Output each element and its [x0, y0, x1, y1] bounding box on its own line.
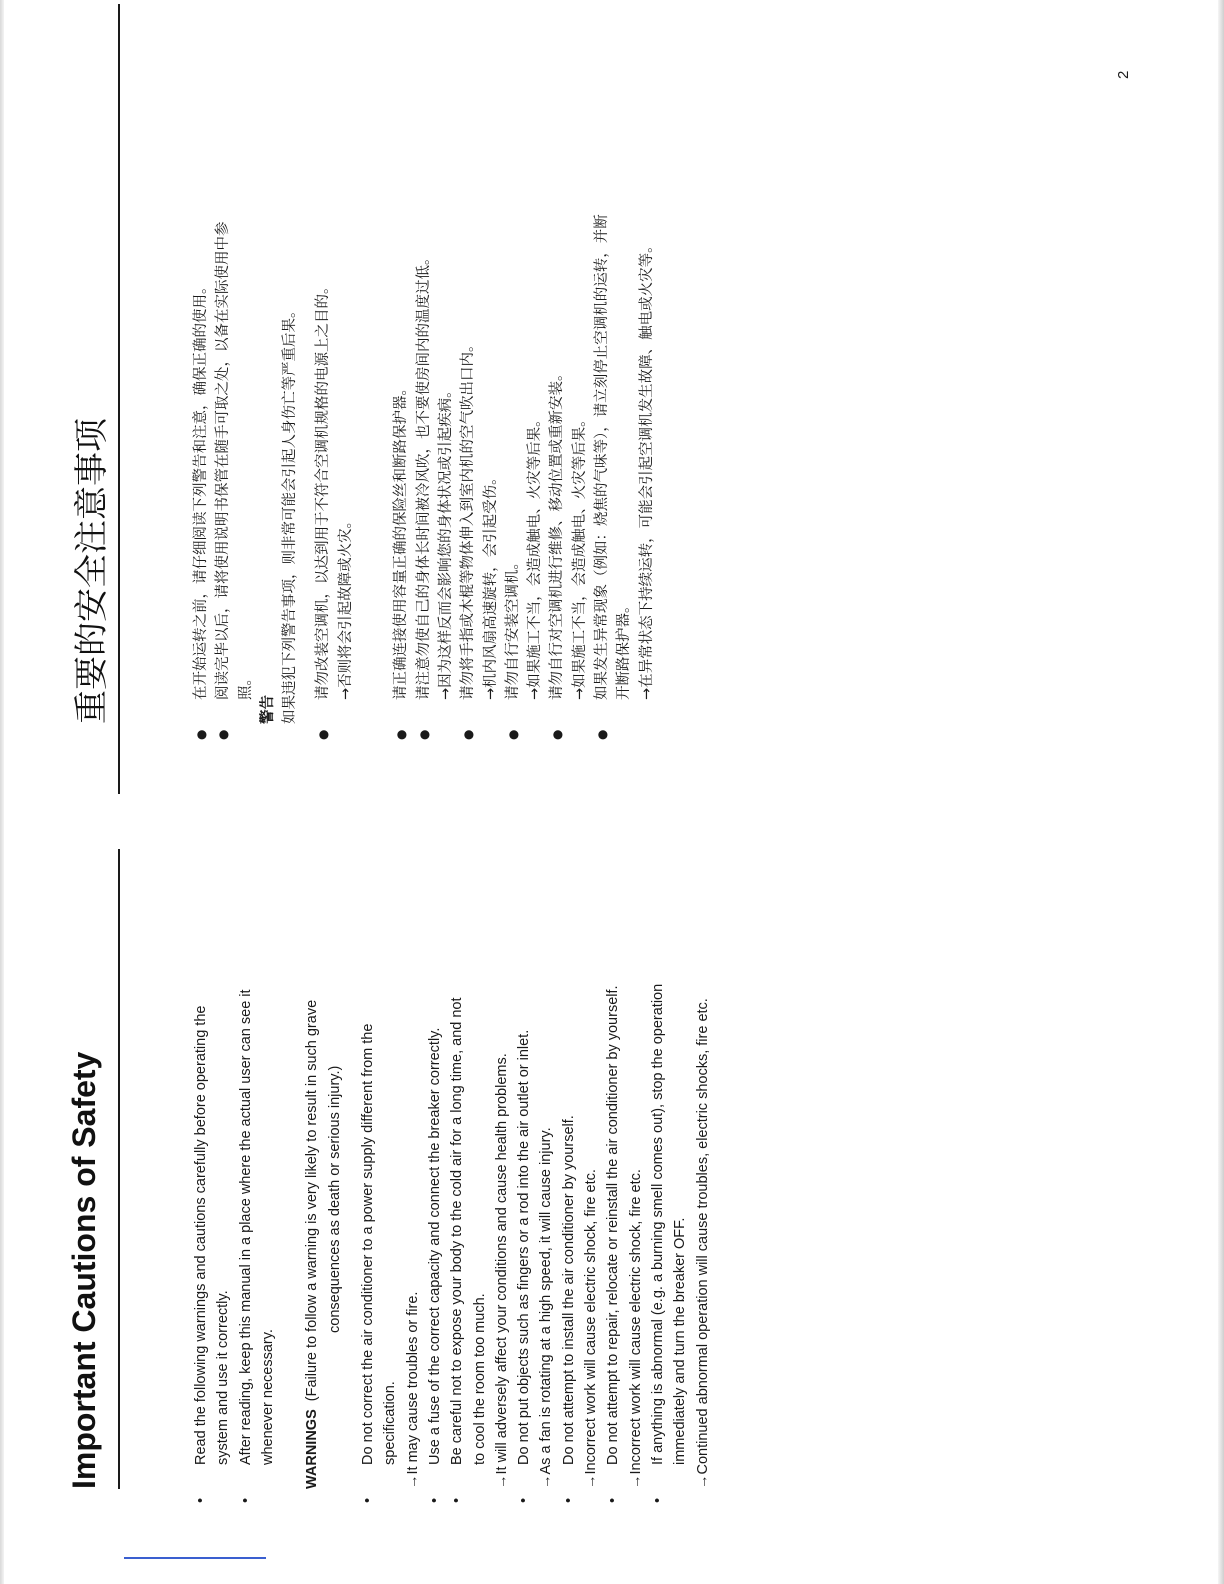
- en-warnings-line: [301, 719, 323, 1489]
- title-zh: 重要的安全注意事项: [72, 418, 112, 724]
- title-en: Important Cautions of Safety: [66, 1051, 102, 1489]
- zh-w7-result: →在异常状态下持续运转，可能会引起空调机发生故障、触电或火灾等。: [638, 238, 655, 700]
- en-w5-result: →Incorrect work will cause electric shock, fire etc.: [583, 1169, 600, 1489]
- zh-w1: ● 请勿改装空调机，以达到用于不符合空调机规格的电源上之目的。: [312, 4, 334, 724]
- zh-w6: ● 请勿自行对空调机进行维修、移动位置或重新安装。: [546, 4, 568, 724]
- zh-w1-result: →否则将会引起故障或火灾。: [337, 513, 354, 700]
- chinese-column: [190, 4, 658, 724]
- en-w4-result: →As a fan is rotating at a high speed, it will cause injury.: [538, 1127, 555, 1489]
- en-w7-result: →Continued abnormal operation will cause troubles, electric shocks, fire etc.: [694, 998, 711, 1489]
- en-w5: • Do not attempt to install the air conditioner by yourself.: [558, 719, 580, 1489]
- title-rule-zh: [118, 4, 120, 794]
- zh-w7-2: 开断路保护器。: [616, 598, 633, 700]
- zh-w7-1: ● 如果发生异常现象（例如：烧焦的气味等），请立刻停止空调机的运转，并断: [591, 4, 613, 724]
- en-read-2: system and use it correctly.: [215, 1290, 232, 1465]
- zh-w2: ● 请正确连接使用容量正确的保险丝和断路保护器。: [390, 4, 412, 724]
- warnings-label-zh: 警告: [259, 695, 276, 724]
- zh-w6-result: →如果施工不当，会造成触电、火灾等后果。: [571, 412, 588, 700]
- zh-w4-result: →机内风扇高速旋转，会引起受伤。: [482, 470, 499, 700]
- en-w4: • Do not put objects such as fingers or a rod into the air outlet or inlet.: [513, 719, 535, 1489]
- warnings-label-en: WARNINGS: [304, 1409, 321, 1489]
- en-w3-1: • Be careful not to expose your body to the cold air for a long time, and not: [446, 719, 468, 1489]
- english-column: [190, 719, 714, 1489]
- zh-w5-result: →如果施工不当，会造成触电、火灾等后果。: [527, 412, 544, 700]
- en-w7-2: immediately and turn the breaker OFF.: [672, 1217, 689, 1465]
- en-w7-1: • If anything is abnormal (e.g. a burning smell comes out), stop the operation: [647, 719, 669, 1489]
- zh-w4: ● 请勿将手指或木棍等物体伸入到室内机的空气吹出口内。: [457, 4, 479, 724]
- en-warnings-1: (Failure to follow a warning is very likely to result in such grave: [304, 999, 321, 1402]
- zh-read: ● 在开始运转之前，请仔细阅读下列警告和注意，确保正确的使用。: [190, 4, 212, 724]
- en-keep-2: whenever necessary.: [259, 1329, 276, 1465]
- en-w2: • Use a fuse of the correct capacity and connect the breaker correctly.: [424, 719, 446, 1489]
- zh-warnings-desc: 如果违犯下列警告事项，则非常可能会引起人身伤亡等严重后果。: [282, 303, 299, 724]
- zh-keep-2: 照。: [237, 671, 254, 700]
- en-w1-2: specification.: [382, 1381, 399, 1465]
- en-warnings-2: consequences as death or serious injury.): [326, 1065, 343, 1333]
- title-rule-en: [118, 849, 120, 1489]
- en-w6: • Do not attempt to repair, relocate or reinstall the air conditioner by yourself.: [602, 719, 624, 1489]
- en-w6-result: →Incorrect work will cause electric shock, fire etc.: [627, 1169, 644, 1489]
- en-w1-result: →It may cause troubles or fire.: [404, 1291, 421, 1489]
- en-w1-1: • Do not correct the air conditioner to a power supply different from the: [357, 719, 379, 1489]
- en-w3-result: →It will adversely affect your conditions and cause health problems.: [493, 1053, 510, 1489]
- page-number: 2: [1115, 70, 1132, 79]
- zh-keep-1: ● 阅读完毕以后，请将使用说明书保管在随手可取之处，以备在实际使用中参: [212, 4, 234, 724]
- zh-w3-result: →因为这样反而会影响您的身体状况或引起疾病。: [437, 383, 454, 700]
- zh-w5: ● 请勿自行安装空调机。: [502, 4, 524, 724]
- en-read-1: • Read the following warnings and cautions carefully before operating the: [190, 719, 212, 1489]
- en-w3-2: to cool the room too much.: [471, 1293, 488, 1465]
- en-keep-1: • After reading, keep this manual in a place where the actual user can see it: [235, 719, 257, 1489]
- zh-w3: ● 请注意勿使自己的身体长时间被冷风吹，也不要使房间内的温度过低。: [413, 4, 435, 724]
